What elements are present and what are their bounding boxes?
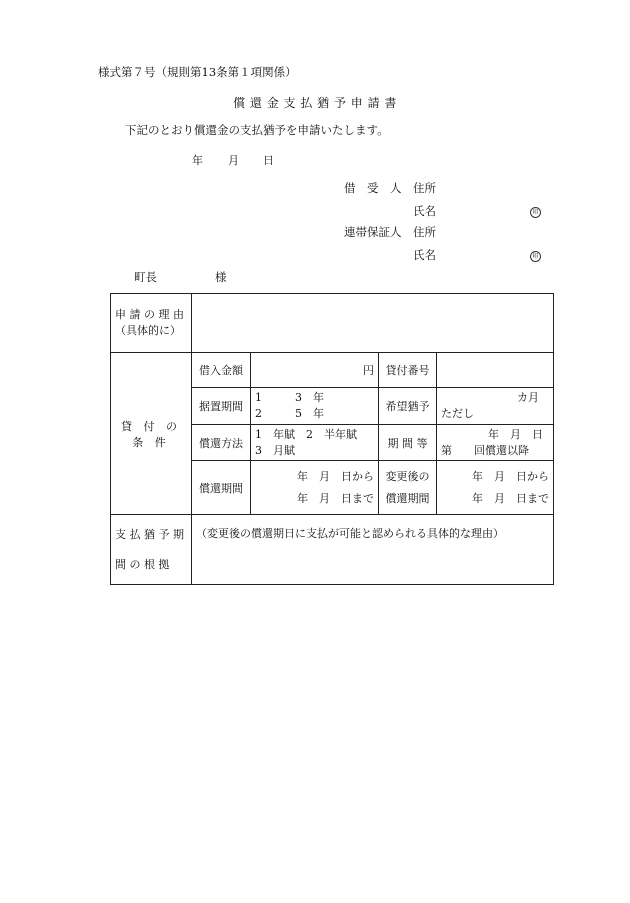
reason-row — [111, 294, 554, 353]
reason-label: 申 請 の 理 由 — [115, 308, 184, 321]
document-title: 償 還 金 支 払 猶 予 申 請 書 — [233, 96, 397, 110]
application-table — [110, 293, 554, 585]
installment-after: 第 回償還以降 — [441, 443, 529, 457]
months-unit: カ月 — [517, 391, 539, 404]
borrower-name-label: 氏名 — [413, 204, 436, 218]
grace-option-2: 2 5 年 — [255, 407, 324, 420]
repay-method-option-2: 3 月賦 — [255, 443, 295, 457]
loan-number-field[interactable] — [437, 353, 554, 388]
reason-label-cell — [111, 294, 192, 353]
borrower-label: 借 受 人 — [344, 181, 402, 195]
repay-period-label: 償還期間 — [192, 461, 251, 515]
guarantor-label: 連帯保証人 — [344, 225, 402, 239]
grace-label: 据置期間 — [192, 388, 251, 425]
yen-unit: 円 — [363, 364, 374, 377]
changed-period-field[interactable] — [437, 461, 554, 515]
borrower-address-label: 住所 — [413, 181, 436, 195]
deferral-date: 年 月 日 — [488, 427, 543, 441]
addressee-honorific: 様 — [215, 270, 227, 284]
loan-conditions-label: 貸 付 の 条 件 — [111, 353, 192, 515]
repay-period-from: 年 月 日から — [297, 469, 374, 483]
basis-label-1: 支 払 猶 予 期 — [115, 527, 184, 541]
basis-row — [111, 515, 554, 585]
loan-number-label: 貸付番号 — [379, 353, 437, 388]
reason-field[interactable] — [192, 294, 554, 353]
repay-period-until: 年 月 日まで — [297, 491, 374, 505]
period-etc-label: 期 間 等 — [379, 425, 437, 461]
addressee-mayor: 町長 — [134, 270, 157, 284]
however-label: ただし — [441, 407, 474, 420]
changed-label-2: 償還期間 — [385, 491, 430, 505]
changed-period-from: 年 月 日から — [472, 469, 549, 483]
date-day: 日 — [263, 154, 274, 167]
loan-amount-field[interactable] — [251, 353, 379, 388]
borrower-seal-icon: 印 — [530, 204, 541, 218]
guarantor-address-label: 住所 — [413, 225, 436, 239]
repay-method-label: 償還方法 — [192, 425, 251, 461]
basis-field[interactable] — [192, 515, 554, 585]
desired-deferral-label: 希望猶予 — [379, 388, 437, 425]
loan-amount-label: 借入金額 — [192, 353, 251, 388]
repay-method-options[interactable] — [251, 425, 379, 461]
basis-label-cell — [111, 515, 192, 585]
grace-options[interactable] — [251, 388, 379, 425]
changed-label-1: 変更後の — [385, 469, 430, 483]
guarantor-name-label: 氏名 — [413, 248, 436, 262]
date-year: 年 — [192, 154, 203, 167]
reason-sublabel: （具体的に） — [115, 324, 181, 337]
basis-label-2: 間 の 根 拠 — [115, 557, 170, 571]
changed-period-until: 年 月 日まで — [472, 491, 549, 505]
guarantor-seal-icon: 印 — [530, 248, 541, 262]
loan-amount-row — [111, 353, 554, 388]
form-number: 様式第７号（規則第13条第１項関係） — [98, 65, 297, 79]
desired-deferral-months-field[interactable] — [437, 388, 554, 425]
changed-period-label-cell — [379, 461, 437, 515]
repay-method-option-1: 1 年賦 2 半年賦 — [255, 427, 357, 441]
period-etc-field[interactable] — [437, 425, 554, 461]
intro-text: 下記のとおり償還金の支払猶予を申請いたします。 — [125, 123, 389, 137]
repay-period-field[interactable] — [251, 461, 379, 515]
date-month: 月 — [228, 154, 239, 167]
basis-note: （変更後の償還期日に支払が可能と認められる具体的な理由） — [196, 527, 504, 540]
grace-option-1: 1 3 年 — [255, 391, 324, 404]
